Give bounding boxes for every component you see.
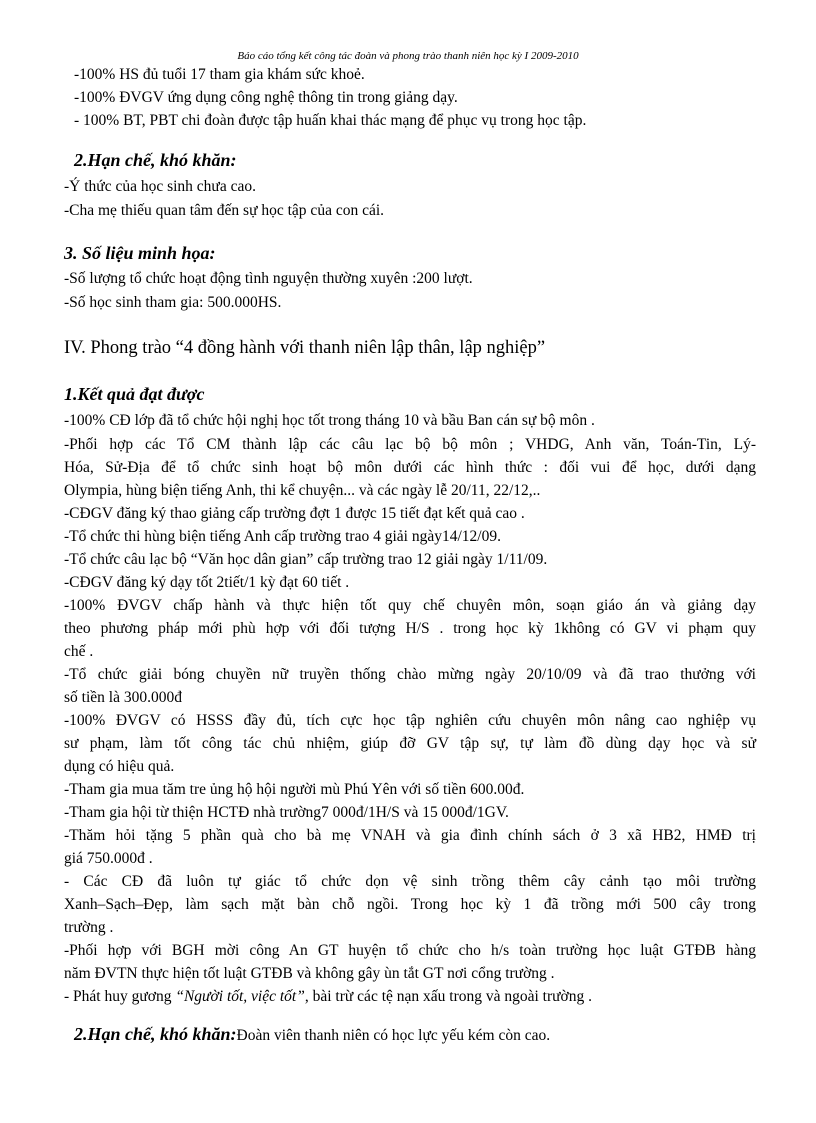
s4-line: sư phạm, làm tốt công tác chủ nhiệm, giúp đỡ GV tập sự, tự làm đồ dùng dạy học và sử — [64, 735, 756, 752]
page-header: Báo cáo tổng kết công tác đoàn và phong trào thanh niên học kỳ I 2009-2010 — [237, 50, 579, 62]
s3-line-1: -100% HS đủ tuổi 17 tham gia khám sức khoẻ. — [74, 66, 365, 83]
s4-line: -CĐGV đăng ký thao giảng cấp trường đợt 1 được 15 tiết đạt kết quả cao . — [64, 505, 525, 522]
s4-last-post: , bài trừ các tệ nạn xấu trong và ngoài trường . — [304, 988, 592, 1005]
s4-last-line — [64, 986, 592, 1008]
s4-line: trường . — [64, 919, 114, 936]
s4-line: -Phối hợp các Tổ CM thành lập các câu lạc bộ bộ môn ; VHDG, Anh văn, Toán-Tin, Lý- — [64, 436, 756, 453]
s4-line: Hóa, Sử-Địa để tổ chức sinh hoạt bộ môn dưới các hình thức : đối vui để học, dưới dạng — [64, 459, 756, 476]
s4-line: theo phương pháp mới phù hợp với đối tượng H/S . trong học kỳ 1không có GV vi phạm quy — [64, 620, 756, 637]
s4-han-che-line — [74, 1023, 550, 1047]
s4-line: - Các CĐ đã luôn tự giác tổ chức dọn vệ sinh trồng thêm cây cảnh tạo môi trường — [64, 873, 756, 890]
s3-han-che-1: -Ý thức của học sinh chưa cao. — [64, 178, 256, 195]
s4-line: chế . — [64, 643, 94, 660]
s4-ket-qua-heading: 1.Kết quả đạt được — [64, 384, 205, 404]
s4-line: -Thăm hỏi tặng 5 phần quà cho bà mẹ VNAH và gia đình chính sách ở 3 xã HB2, HMĐ trị — [64, 827, 756, 844]
s3-han-che-heading: 2.Hạn chế, khó khăn: — [74, 150, 237, 170]
s4-line: số tiền là 300.000đ — [64, 689, 182, 706]
section-iv-title: IV. Phong trào “4 đồng hành với thanh niên lập thân, lập nghiệp” — [64, 338, 546, 358]
s4-line: -Tổ chức câu lạc bộ “Văn học dân gian” cấp trường trao 12 giải ngày 1/11/09. — [64, 551, 548, 568]
s4-line: -Tham gia mua tăm tre ủng hộ hội người mù Phú Yên với số tiền 600.00đ. — [64, 781, 525, 798]
s4-line: Olympia, hùng biện tiếng Anh, thi kể chuyện... và các ngày lễ 20/11, 22/12,.. — [64, 482, 541, 499]
s3-so-lieu-1: -Số lượng tổ chức hoạt động tình nguyện thường xuyên :200 lượt. — [64, 270, 473, 287]
s4-line: -CĐGV đăng ký dạy tốt 2tiết/1 kỳ đạt 60 tiết . — [64, 574, 350, 591]
s4-han-che-text: Đoàn viên thanh niên có học lực yếu kém còn cao. — [236, 1027, 551, 1044]
s4-line: -100% ĐVGV có HSSS đầy đủ, tích cực học tập nghiên cứu chuyên môn nâng cao nghiệp vụ — [64, 712, 756, 729]
s3-line-3: - 100% BT, PBT chi đoàn được tập huấn khai thác mạng để phục vụ trong học tập. — [74, 112, 587, 129]
s4-line: -Tham gia hội từ thiện HCTĐ nhà trường7 000đ/1H/S và 15 000đ/1GV. — [64, 804, 509, 821]
s4-han-che-heading: 2.Hạn chế, khó khăn: — [74, 1024, 237, 1044]
s3-han-che-2: -Cha mẹ thiếu quan tâm đến sự học tập của con cái. — [64, 202, 385, 219]
s4-line: -Phối hợp với BGH mời công An GT huyện tổ chức cho h/s toàn trường học luật GTĐB hàng — [64, 942, 756, 959]
s4-line: giá 750.000đ . — [64, 850, 153, 867]
s4-line: năm ĐVTN thực hiện tốt luật GTĐB và không gây ùn tắt GT nơi cổng trường . — [64, 965, 555, 982]
s4-line: -100% CĐ lớp đã tổ chức hội nghị học tốt trong tháng 10 và bầu Ban cán sự bộ môn . — [64, 412, 595, 429]
s4-line: dụng có hiệu quả. — [64, 758, 175, 775]
s3-line-2: -100% ĐVGV ứng dụng công nghệ thông tin trong giảng dạy. — [74, 89, 458, 106]
s4-last-quote: “Người tốt, việc tốt” — [175, 988, 305, 1005]
s3-so-lieu-heading: 3. Số liệu minh họa: — [64, 243, 216, 263]
s4-line: -Tổ chức thi hùng biện tiếng Anh cấp trường trao 4 giải ngày14/12/09. — [64, 528, 501, 545]
s4-line: Xanh–Sạch–Đẹp, làm sạch mặt bàn chỗ ngồi. Trong học kỳ 1 đã trồng mới 500 cây trong — [64, 896, 756, 913]
s3-so-lieu-2: -Số học sinh tham gia: 500.000HS. — [64, 294, 282, 311]
s4-line: -Tổ chức giải bóng chuyền nữ truyền thống chào mừng ngày 20/10/09 và đã trao thưởng với — [64, 666, 756, 683]
s4-last-pre: - Phát huy gương — [64, 988, 176, 1005]
s4-line: -100% ĐVGV chấp hành và thực hiện tốt quy chế chuyên môn, soạn giáo án và giảng dạy — [64, 597, 756, 614]
